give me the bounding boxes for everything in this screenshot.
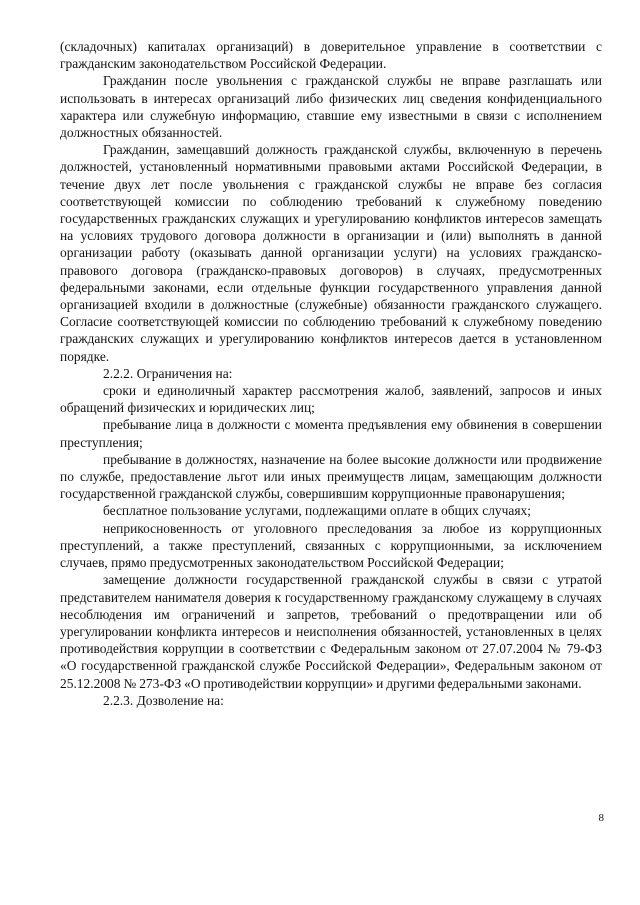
section-heading: 2.2.2. Ограничения на:	[103, 365, 233, 381]
paragraph: неприкосновенность от уголовного преследования за любое из коррупционных преступлений, а также преступлений, связанных с коррупционными, за исключением случаев, прямо предусмотренных законодательством Российской Федерации;	[60, 520, 602, 571]
paragraph: (складочных) капиталах организаций) в доверительное управление в соответствии с гражданским законодательством Российской Федерации.	[60, 39, 602, 72]
paragraph: Гражданин после увольнения с гражданской службы не вправе разглашать или использовать в интересах организаций либо физических лиц сведения конфиденциального характера или служебную информацию, ставшие ему известными в связи с исполнением должностных обязанностей.	[60, 73, 602, 141]
paragraph: пребывание лица в должности с момента предъявления ему обвинения в совершении преступления;	[60, 417, 602, 450]
paragraph: Гражданин, замещавший должность гражданской службы, включенную в перечень должностей, установленный нормативными правовыми актами Российской Федерации, в течение двух лет после увольнения с гражданской службы не вправе без согласия соответствующей комиссии по соблюдению требований к служебному поведению государственных гражданских служащих и урегулированию конфликтов интересов замещать на условиях трудового договора должности в организации и (или) выполнять в данной организации работу (оказывать данной организации услуги) на условиях гражданско-правового договора (гражданско-правовых договоров) в случаях, предусмотренных федеральными законами, если отдельные функции государственного управления данной организацией входили в должностные (служебные) обязанности гражданского служащего. Согласие соответствующей комиссии по соблюдению требований к служебному поведению гражданских служащих и урегулированию конфликтов интересов дается в установленном порядке.	[60, 142, 602, 364]
document-body	[60, 38, 602, 709]
paragraph: пребывание в должностях, назначение на более высокие должности или продвижение по службе, предоставление льгот или иных преимуществ лицам, замещающим должности государственной гражданской службы, совершившим коррупционные правонарушения;	[60, 451, 602, 502]
page-number: 8	[598, 812, 604, 824]
paragraph: замещение должности государственной гражданской службы в связи с утратой представителем нанимателя доверия к государственному гражданскому служащему в случаях несоблюдения им ограничений и запретов, требований о предотвращении или об урегулировании конфликта интересов и неисполнения обязанностей, установленных в целях противодействия коррупции в соответствии с Федеральным законом от 27.07.2004 № 79-ФЗ «О государственной гражданской службе Российской Федерации», Федеральным законом от 25.12.2008 № 273-ФЗ «О противодействии коррупции» и другими федеральными законами.	[60, 572, 602, 691]
paragraph: сроки и единоличный характер рассмотрения жалоб, заявлений, запросов и иных обращений физических и юридических лиц;	[60, 383, 602, 416]
section-heading: 2.2.3. Дозволение на:	[103, 692, 224, 708]
paragraph: бесплатное пользование услугами, подлежащими оплате в общих случаях;	[103, 503, 531, 519]
